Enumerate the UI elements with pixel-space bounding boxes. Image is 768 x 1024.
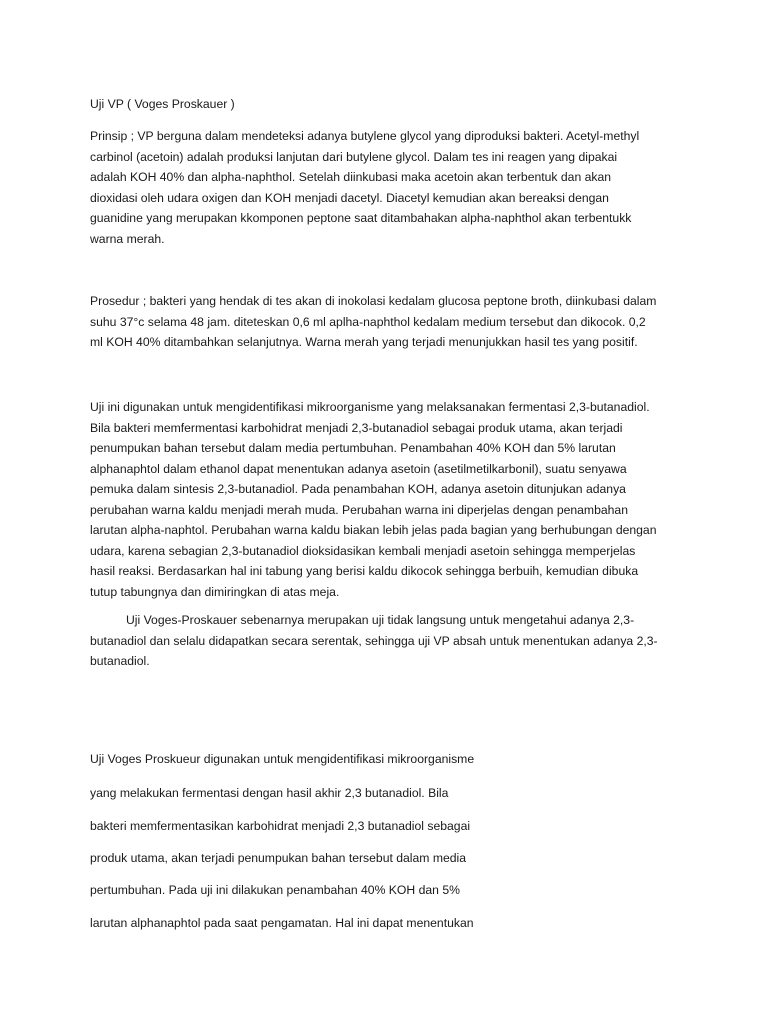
text-line: dioxidasi oleh udara oxigen dan KOH menjadi dacetyl. Diacetyl kemudian akan bereaksi dengan [90, 190, 609, 205]
text-line: produk utama, akan terjadi penumpukan bahan tersebut dalam media [90, 851, 467, 865]
text-line: tutup tabungnya dan dimiringkan di atas meja. [90, 584, 340, 599]
text-line: pertumbuhan. Pada uji ini dilakukan penambahan 40% KOH dan 5% [90, 883, 460, 897]
text-line: adalah KOH 40% dan alpha-naphthol. Setelah diinkubasi maka acetoin akan terbentuk dan akan [90, 170, 612, 184]
text-line: perubahan warna kaldu menjadi merah muda. Perubahan warna ini diperjelas dengan penambahan [90, 502, 628, 517]
text-line: Uji Voges Proskueur digunakan untuk mengidentifikasi mikroorganisme [90, 752, 475, 766]
spaced-line [90, 783, 448, 804]
text-line: guanidine yang merupakan kkomponen peptone saat ditambahakan alpha-naphthol akan terbentukk [90, 211, 632, 225]
prinsip-paragraph [90, 126, 639, 249]
text-line: penumpukan bahan tersebut dalam media pertumbuhan. Penambahan 40% KOH dan 5% larutan [90, 441, 616, 455]
spaced-line [90, 913, 474, 934]
uji-paragraph [90, 397, 657, 602]
text-line: carbinol (acetoin) adalah produksi lanjutan dari butylene glycol. Dalam tes ini reagen yang dipakai [90, 149, 618, 164]
text-line: pemuka dalam sintesis 2,3-butanadiol. Pada penambahan KOH, adanya asetoin ditunjukan adanya [90, 482, 626, 496]
text-line: suhu 37°c selama 48 jam. diteteskan 0,6 ml aplha-naphthol kedalam medium tersebut dan dikocok. 0,2 [90, 314, 646, 329]
document-title [90, 94, 235, 115]
text-line: ml KOH 40% ditambahkan selanjutnya. Warna merah yang terjadi menunjukkan hasil tes yang positif. [90, 335, 638, 349]
text-line: larutan alphanaphtol pada saat pengamatan. Hal ini dapat menentukan [90, 916, 474, 930]
text-line: bakteri memfermentasikan karbohidrat menjadi 2,3 butanadiol sebagai [90, 819, 471, 833]
text-line: Bila bakteri memfermentasi karbohidrat menjadi 2,3-butanadiol sebagai produk utama, akan terjadi [90, 420, 623, 435]
voges-paragraph [90, 610, 658, 672]
text-line: warna merah. [90, 231, 165, 246]
text-line: Uji Voges-Proskauer sebenarnya merupakan uji tidak langsung untuk mengetahui adanya 2,3- [126, 613, 635, 627]
text-line: Prinsip ; VP berguna dalam mendeteksi adanya butylene glycol yang diproduksi bakteri. Acetyl-methyl [90, 129, 640, 143]
text-line: alphanaphtol dalam ethanol dapat menentukan adanya asetoin (asetilmetilkarbonil), suatu senyawa [90, 461, 627, 476]
text-line: udara, karena sebagian 2,3-butanadiol dioksidasikan kembali menjadi asetoin sehingga memperjelas [90, 543, 636, 558]
prosedur-paragraph [90, 291, 656, 353]
title-line: Uji VP ( Voges Proskauer ) [90, 97, 235, 111]
text-line: yang melakukan fermentasi dengan hasil akhir 2,3 butanadiol. Bila [90, 786, 449, 800]
text-line: butanadiol dan selalu didapatkan secara serentak, sehingga uji VP absah untuk menentukan adanya 2,3- [90, 633, 658, 648]
spaced-line [90, 749, 474, 770]
spaced-line [90, 880, 460, 901]
text-line: Prosedur ; bakteri yang hendak di tes akan di inokolasi kedalam glucosa peptone broth, diinkubasi dalam [90, 294, 657, 308]
text-line: butanadiol. [90, 654, 150, 668]
spaced-line [90, 816, 470, 837]
text-line: hasil reaksi. Berdasarkan hal ini tabung yang berisi kaldu dikocok sehingga berbuih, kemudian dibuka [90, 564, 639, 578]
text-line: larutan alpha-naphtol. Perubahan warna kaldu biakan lebih jelas pada bagian yang berhubungan dengan [90, 523, 657, 537]
spaced-line [90, 848, 466, 869]
text-line: Uji ini digunakan untuk mengidentifikasi mikroorganisme yang melaksanakan fermentasi 2,3-butanadiol. [90, 400, 650, 414]
